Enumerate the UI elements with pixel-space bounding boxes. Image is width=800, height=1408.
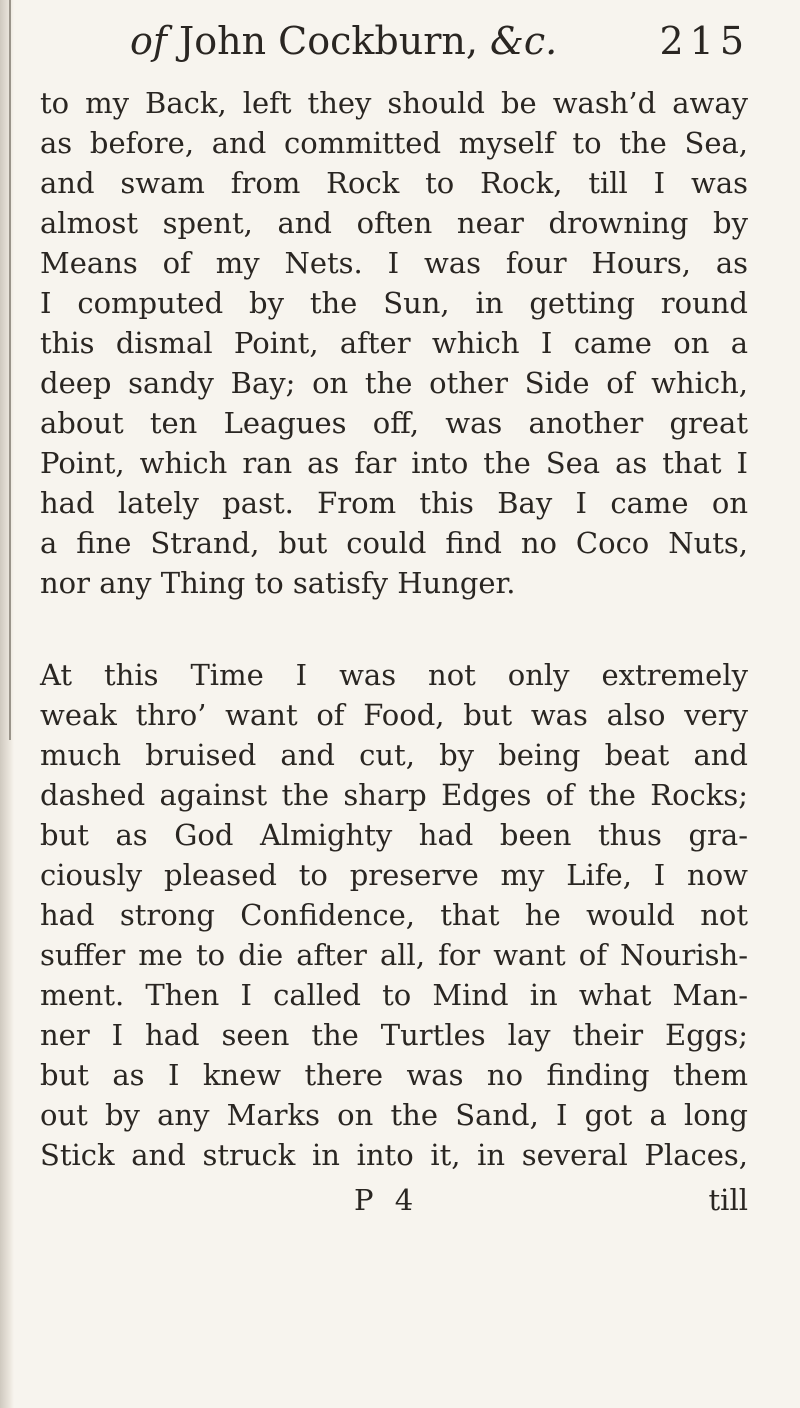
page-number: 215 (659, 19, 750, 63)
text-line: ner I had seen the Turtles lay their Eggs; (40, 1018, 748, 1052)
text-line: out by any Marks on the Sand, I got a long (40, 1098, 748, 1132)
text-line: nor any Thing to satisfy Hunger. (40, 566, 516, 600)
book-page (40, 0, 760, 1408)
text-line: dashed against the sharp Edges of the Rocks; (40, 778, 748, 812)
text-line: Means of my Nets. I was four Hours, as (40, 246, 748, 280)
text-line: Stick and struck in into it, in several Places, (40, 1138, 748, 1172)
catchword: till (708, 1183, 748, 1217)
running-title-prefix: of (130, 19, 167, 63)
text-line: weak thro’ want of Food, but was also very (40, 698, 748, 732)
text-line: suffer me to die after all, for want of Nourish- (40, 938, 748, 972)
text-line: ciously pleased to preserve my Life, I now (40, 858, 748, 892)
gutter-line (9, 0, 11, 740)
text-line: and swam from Rock to Rock, till I was (40, 166, 748, 200)
running-title (130, 6, 557, 76)
text-line: about ten Leagues off, was another great (40, 406, 748, 440)
text-line: to my Back, left they should be wash’d away (40, 86, 748, 120)
text-line: a fine Strand, but could find no Coco Nuts, (40, 526, 748, 560)
text-line: Point, which ran as far into the Sea as that I (40, 446, 748, 480)
text-line: but as I knew there was no finding them (40, 1058, 748, 1092)
text-line: I computed by the Sun, in getting round (40, 286, 748, 320)
text-line: this dismal Point, after which I came on a (40, 326, 748, 360)
signature-mark: P 4 (354, 1183, 420, 1217)
text-line: much bruised and cut, by being beat and (40, 738, 748, 772)
running-title-name: John Cockburn, (166, 19, 491, 63)
running-head (40, 6, 750, 76)
text-line: ment. Then I called to Mind in what Man- (40, 978, 748, 1012)
text-line: had strong Confidence, that he would not (40, 898, 748, 932)
text-line: deep sandy Bay; on the other Side of which, (40, 366, 748, 400)
running-title-etc: &c. (490, 19, 558, 63)
text-line: had lately past. From this Bay I came on (40, 486, 748, 520)
book-gutter (0, 0, 14, 1408)
text-line: but as God Almighty had been thus gra- (40, 818, 748, 852)
text-line: almost spent, and often near drowning by (40, 206, 748, 240)
page-footer (40, 1180, 748, 1220)
text-line: At this Time I was not only extremely (40, 658, 748, 692)
text-line: as before, and committed myself to the Sea, (40, 126, 748, 160)
